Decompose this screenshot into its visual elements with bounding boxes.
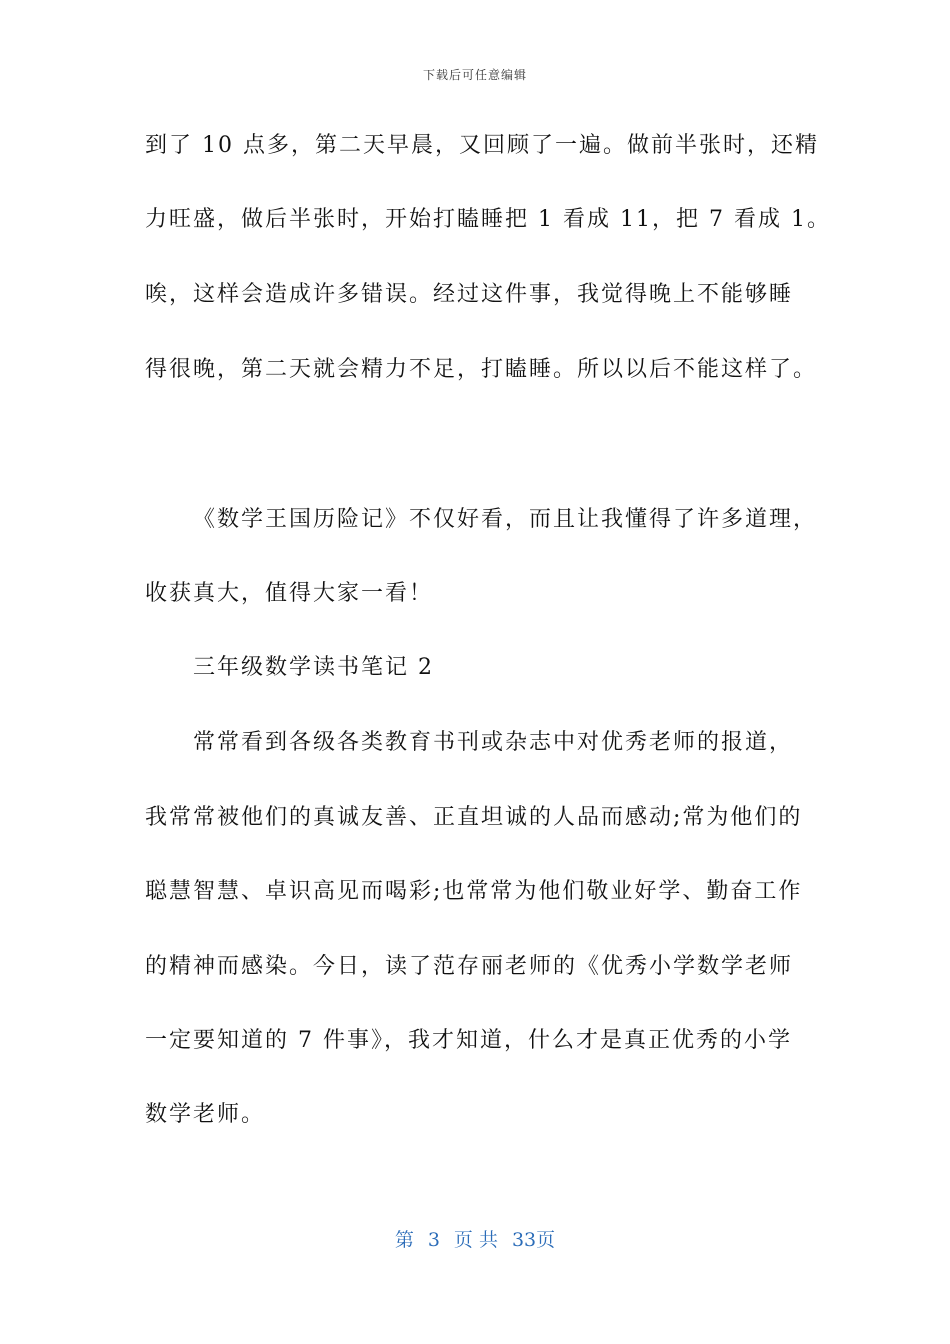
header-note: 下载后可任意编辑	[422, 68, 527, 82]
page-label-suffix: 页	[536, 1229, 556, 1251]
body-line: 力旺盛，做后半张时，开始打瞌睡把 1 看成 11，把 7 看成 1。	[145, 207, 831, 232]
body-line: 唉，这样会造成许多错误。经过这件事，我觉得晚上不能够睡	[145, 282, 794, 307]
body-line: 的精神而感染。今日，读了范存丽老师的《优秀小学数学老师	[145, 954, 794, 979]
current-page-number: 3	[427, 1229, 440, 1251]
total-pages-number: 33	[511, 1229, 537, 1251]
body-line: 一定要知道的 7 件事》，我才知道，什么才是真正优秀的小学	[145, 1028, 792, 1053]
body-line: 聪慧智慧、卓识高见而喝彩;也常常为他们敬业好学、勤奋工作	[145, 879, 803, 904]
page-number-footer	[0, 1225, 950, 1252]
body-line: 常常看到各级各类教育书刊或杂志中对优秀老师的报道，	[193, 730, 794, 755]
page-label-mid: 页 共	[453, 1229, 498, 1251]
body-line: 收获真大，值得大家一看！	[145, 581, 434, 606]
section-title: 三年级数学读书笔记 2	[193, 655, 434, 680]
body-line: 得很晚，第二天就会精力不足，打瞌睡。所以以后不能这样了。	[145, 357, 818, 382]
body-line: 我常常被他们的真诚友善、正直坦诚的人品而感动;常为他们的	[145, 805, 803, 830]
body-line: 到了 10 点多，第二天早晨，又回顾了一遍。做前半张时，还精	[145, 133, 819, 158]
body-line: 数学老师。	[145, 1102, 266, 1127]
body-line: 《数学王国历险记》不仅好看，而且让我懂得了许多道理，	[193, 507, 818, 532]
page-label-prefix: 第	[394, 1229, 414, 1251]
